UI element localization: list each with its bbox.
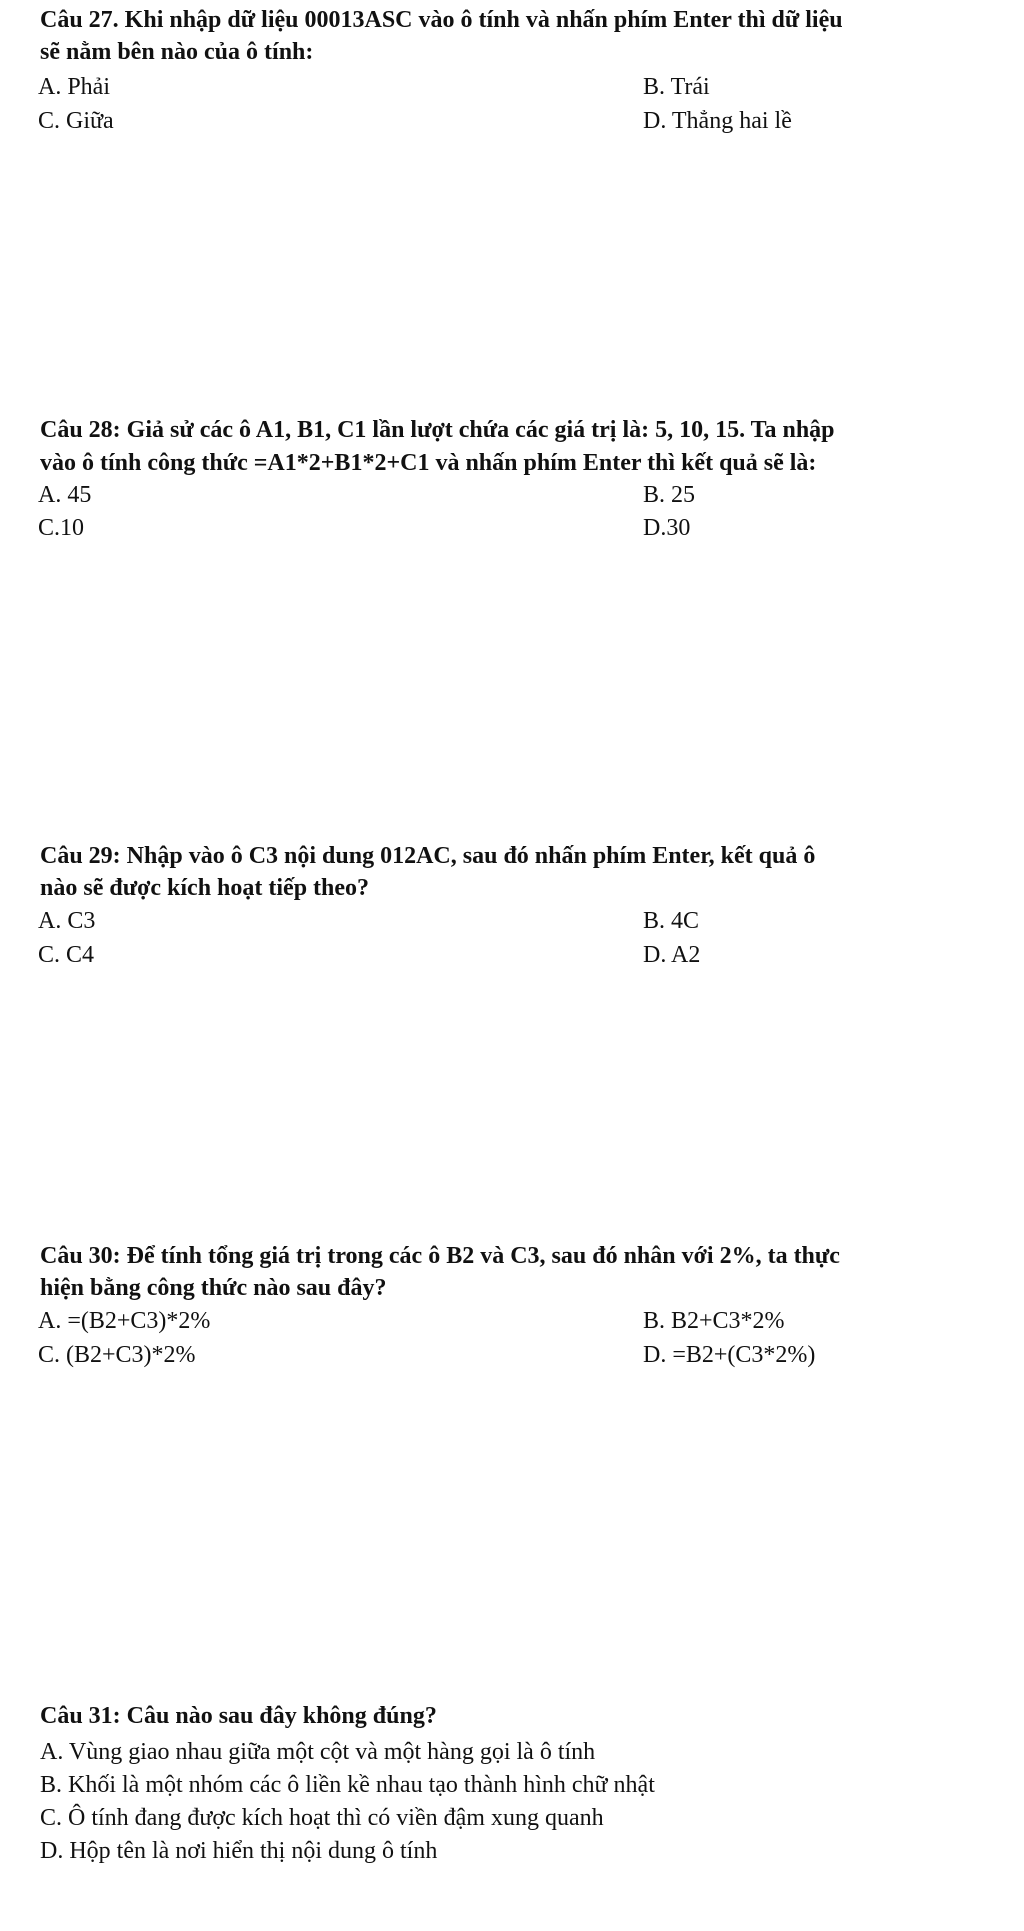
question-30-option-a: A. =(B2+C3)*2% xyxy=(38,1308,211,1334)
question-29-stem-line-1: Câu 29: Nhập vào ô C3 nội dung 012AC, sau đó nhấn phím Enter, kết quả ô xyxy=(40,843,816,869)
question-30-option-d: D. =B2+(C3*2%) xyxy=(643,1342,816,1368)
question-30-stem-line-2: hiện bằng công thức nào sau đây? xyxy=(40,1275,387,1301)
question-27-stem-line-1: Câu 27. Khi nhập dữ liệu 00013ASC vào ô tính và nhấn phím Enter thì dữ liệu xyxy=(40,7,843,33)
question-29-option-c: C. C4 xyxy=(38,942,95,968)
question-31-option-c: C. Ô tính đang được kích hoạt thì có viền đậm xung quanh xyxy=(40,1805,604,1831)
question-29-option-d: D. A2 xyxy=(643,942,701,968)
question-30-option-c: C. (B2+C3)*2% xyxy=(38,1342,196,1368)
question-27-stem-line-2: sẽ nằm bên nào của ô tính: xyxy=(40,39,314,65)
question-27-option-a: A. Phải xyxy=(38,74,110,100)
question-29-option-b: B. 4C xyxy=(643,908,700,934)
question-31-stem-line-1: Câu 31: Câu nào sau đây không đúng? xyxy=(40,1703,437,1729)
question-27-option-d: D. Thẳng hai lề xyxy=(643,108,792,134)
question-27-option-c: C. Giữa xyxy=(38,108,114,134)
question-29-option-a: A. C3 xyxy=(38,908,96,934)
question-28-option-a: A. 45 xyxy=(38,482,92,508)
question-31-option-b: B. Khối là một nhóm các ô liền kề nhau tạo thành hình chữ nhật xyxy=(40,1772,655,1798)
question-28-option-b: B. 25 xyxy=(643,482,696,508)
question-27-option-b: B. Trái xyxy=(643,74,710,100)
question-30-stem-line-1: Câu 30: Để tính tổng giá trị trong các ô B2 và C3, sau đó nhân với 2%, ta thực xyxy=(40,1243,840,1269)
question-29-stem-line-2: nào sẽ được kích hoạt tiếp theo? xyxy=(40,875,370,901)
question-28-option-d: D.30 xyxy=(643,515,691,541)
question-28-stem-line-1: Câu 28: Giả sử các ô A1, B1, C1 lần lượt chứa các giá trị là: 5, 10, 15. Ta nhập xyxy=(40,417,835,443)
question-28-option-c: C.10 xyxy=(38,515,85,541)
question-28-stem-line-2: vào ô tính công thức =A1*2+B1*2+C1 và nhấn phím Enter thì kết quả sẽ là: xyxy=(40,450,817,476)
question-30-option-b: B. B2+C3*2% xyxy=(643,1308,785,1334)
question-31-option-d: D. Hộp tên là nơi hiển thị nội dung ô tính xyxy=(40,1838,438,1864)
question-31-option-a: A. Vùng giao nhau giữa một cột và một hàng gọi là ô tính xyxy=(40,1739,596,1765)
